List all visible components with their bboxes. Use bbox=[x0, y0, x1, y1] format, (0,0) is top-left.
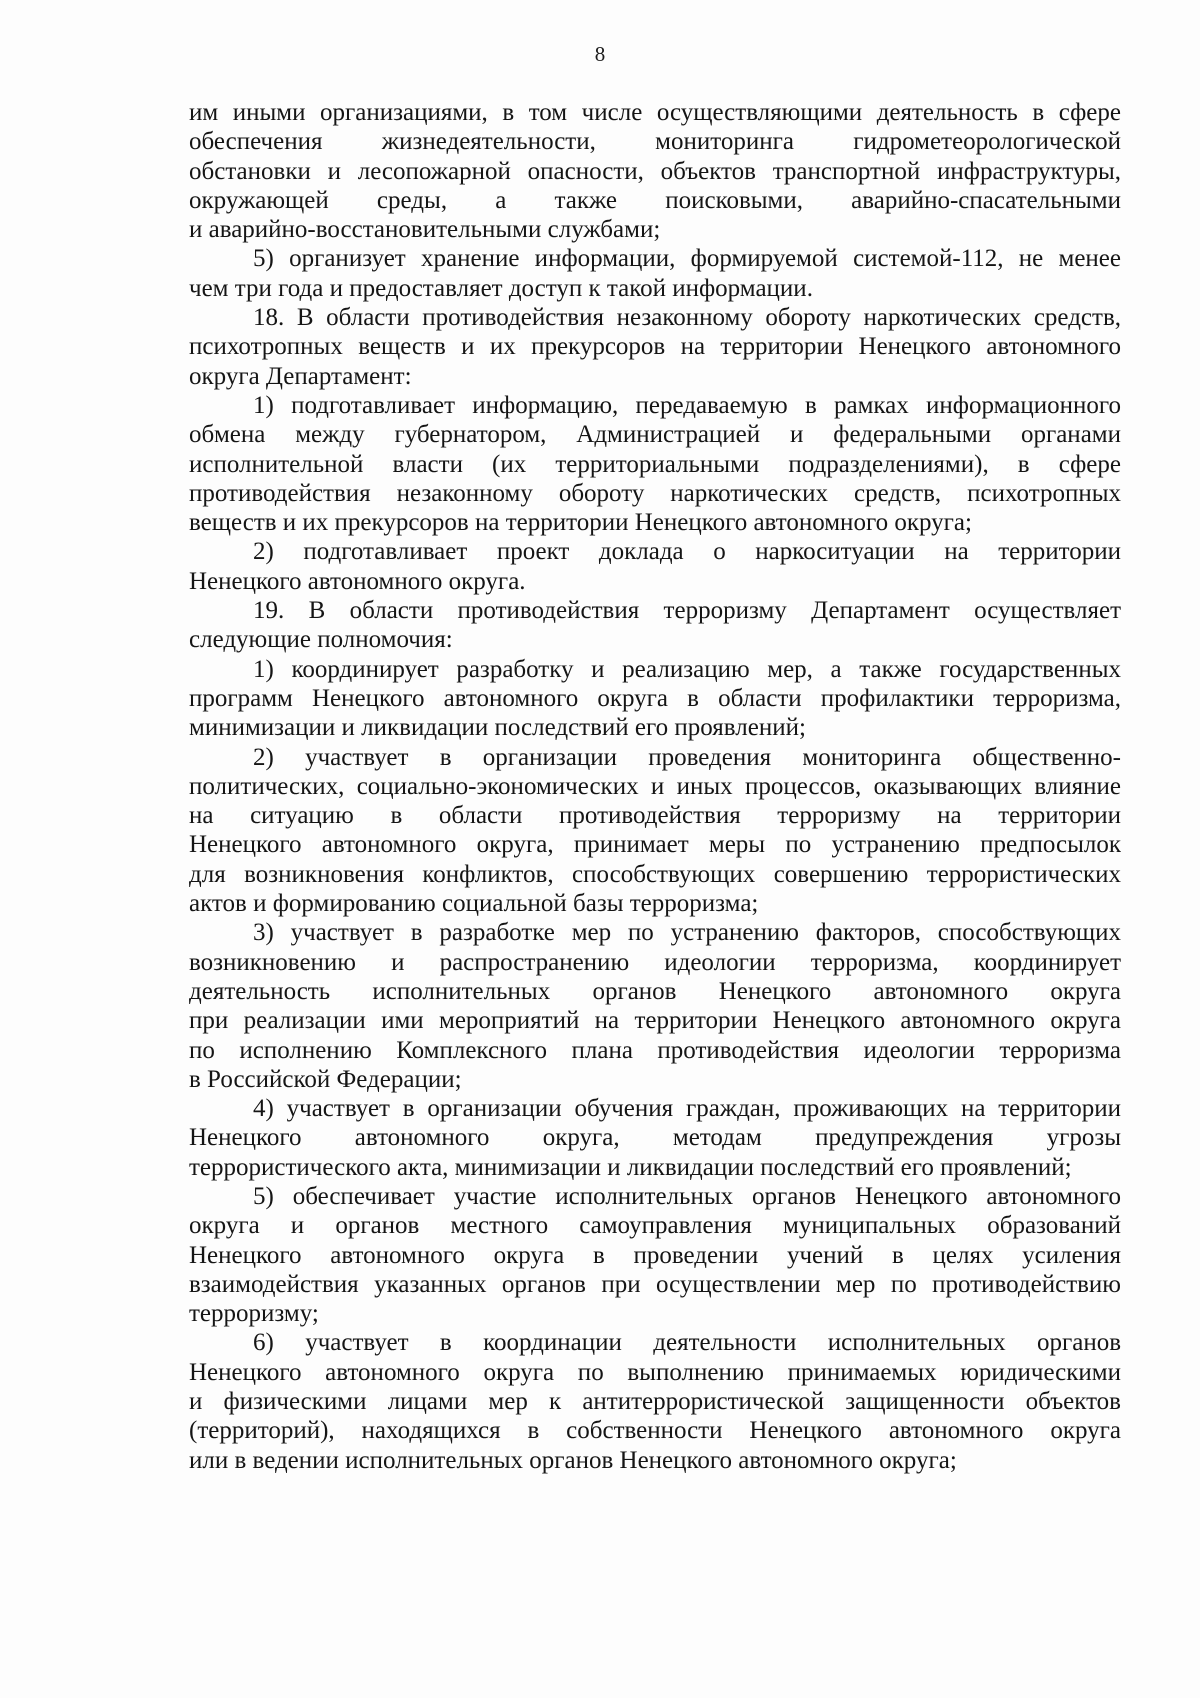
paragraph bbox=[189, 1094, 1121, 1182]
text-line: деятельность исполнительных органов Ненецкого автономного округа bbox=[189, 977, 1121, 1005]
paragraph bbox=[189, 537, 1121, 596]
text-line: при реализации ими мероприятий на территории Ненецкого автономного округа bbox=[189, 1007, 1121, 1035]
text-line: округа и органов местного самоуправления муниципальных образований bbox=[189, 1212, 1121, 1240]
text-line: или в ведении исполнительных органов Ненецкого автономного округа; bbox=[189, 1446, 957, 1474]
text-line: 1) подготавливает информацию, передаваемую в рамках информационного bbox=[253, 391, 1121, 419]
text-line: 2) участвует в организации проведения мониторинга общественно- bbox=[253, 743, 1121, 771]
text-line: и физическими лицами мер к антитеррористической защищенности объектов bbox=[189, 1388, 1121, 1416]
text-line: взаимодействия указанных органов при осуществлении мер по противодействию bbox=[189, 1270, 1121, 1298]
paragraph bbox=[189, 743, 1121, 919]
text-line: в Российской Федерации; bbox=[189, 1065, 462, 1093]
text-line: веществ и их прекурсоров на территории Ненецкого автономного округа; bbox=[189, 509, 972, 537]
text-line: 3) участвует в разработке мер по устранению факторов, способствующих bbox=[253, 919, 1121, 947]
text-line: чем три года и предоставляет доступ к такой информации. bbox=[189, 274, 813, 302]
paragraph bbox=[189, 918, 1121, 1094]
text-line: им иными организациями, в том числе осуществляющими деятельность в сфере bbox=[189, 99, 1121, 126]
text-line: следующие полномочия: bbox=[189, 626, 453, 654]
text-line: противодействия незаконному обороту наркотических средств, психотропных bbox=[189, 479, 1121, 507]
text-line: возникновению и распространению идеологии терроризма, координирует bbox=[189, 948, 1121, 976]
text-line: 1) координирует разработку и реализацию мер, а также государственных bbox=[253, 655, 1121, 683]
text-line: обстановки и лесопожарной опасности, объектов транспортной инфраструктуры, bbox=[189, 157, 1121, 185]
text-line: Ненецкого автономного округа по выполнению принимаемых юридическими bbox=[189, 1358, 1121, 1386]
paragraph bbox=[189, 244, 1121, 303]
text-line: Ненецкого автономного округа в проведении учений в целях усиления bbox=[189, 1241, 1121, 1269]
text-line: 19. В области противодействия терроризму Департамент осуществляет bbox=[253, 597, 1121, 625]
text-line: обмена между губернатором, Администрацией и федеральными органами bbox=[189, 421, 1121, 449]
text-line: 18. В области противодействия незаконному обороту наркотических средств, bbox=[253, 304, 1121, 332]
text-line: округа Департамент: bbox=[189, 362, 412, 390]
text-line: 6) участвует в координации деятельности исполнительных органов bbox=[253, 1329, 1121, 1357]
text-line: 4) участвует в организации обучения граждан, проживающих на территории bbox=[253, 1095, 1121, 1123]
text-line: по исполнению Комплексного плана противодействия идеологии терроризма bbox=[189, 1036, 1121, 1064]
paragraph bbox=[189, 1328, 1121, 1474]
paragraph bbox=[189, 303, 1121, 391]
document-body bbox=[189, 98, 1121, 1475]
text-line: политических, социально-экономических и иных процессов, оказывающих влияние bbox=[189, 772, 1121, 800]
text-line: Ненецкого автономного округа. bbox=[189, 567, 526, 595]
text-line: 5) организует хранение информации, формируемой системой-112, не менее bbox=[253, 245, 1121, 273]
paragraph bbox=[189, 391, 1121, 537]
text-line: 5) обеспечивает участие исполнительных органов Ненецкого автономного bbox=[253, 1182, 1121, 1210]
text-line: исполнительной власти (их территориальными подразделениями), в сфере bbox=[189, 450, 1121, 478]
paragraph bbox=[189, 596, 1121, 655]
text-line: и аварийно-восстановительными службами; bbox=[189, 216, 661, 244]
text-line: Ненецкого автономного округа, принимает меры по устранению предпосылок bbox=[189, 831, 1121, 859]
text-line: террористического акта, минимизации и ликвидации последствий его проявлений; bbox=[189, 1153, 1072, 1181]
text-line: Ненецкого автономного округа, методам предупреждения угрозы bbox=[189, 1124, 1121, 1152]
text-line: обеспечения жизнедеятельности, мониторинга гидрометеорологической bbox=[189, 128, 1121, 156]
page-number: 8 bbox=[594, 42, 606, 66]
text-line: для возникновения конфликтов, способствующих совершению террористических bbox=[189, 860, 1121, 888]
text-line: минимизации и ликвидации последствий его проявлений; bbox=[189, 714, 806, 742]
text-line: программ Ненецкого автономного округа в области профилактики терроризма, bbox=[189, 684, 1121, 712]
text-line: 2) подготавливает проект доклада о наркоситуации на территории bbox=[253, 538, 1121, 566]
paragraph bbox=[189, 98, 1121, 244]
paragraph bbox=[189, 1182, 1121, 1328]
text-line: на ситуацию в области противодействия терроризму на территории bbox=[189, 802, 1121, 830]
text-line: актов и формированию социальной базы терроризма; bbox=[189, 890, 759, 918]
text-line: (территорий), находящихся в собственности Ненецкого автономного округа bbox=[189, 1417, 1121, 1445]
text-line: терроризму; bbox=[189, 1300, 319, 1328]
text-line: окружающей среды, а также поисковыми, аварийно-спасательными bbox=[189, 186, 1121, 214]
text-line: психотропных веществ и их прекурсоров на территории Ненецкого автономного bbox=[189, 333, 1121, 361]
paragraph bbox=[189, 655, 1121, 743]
